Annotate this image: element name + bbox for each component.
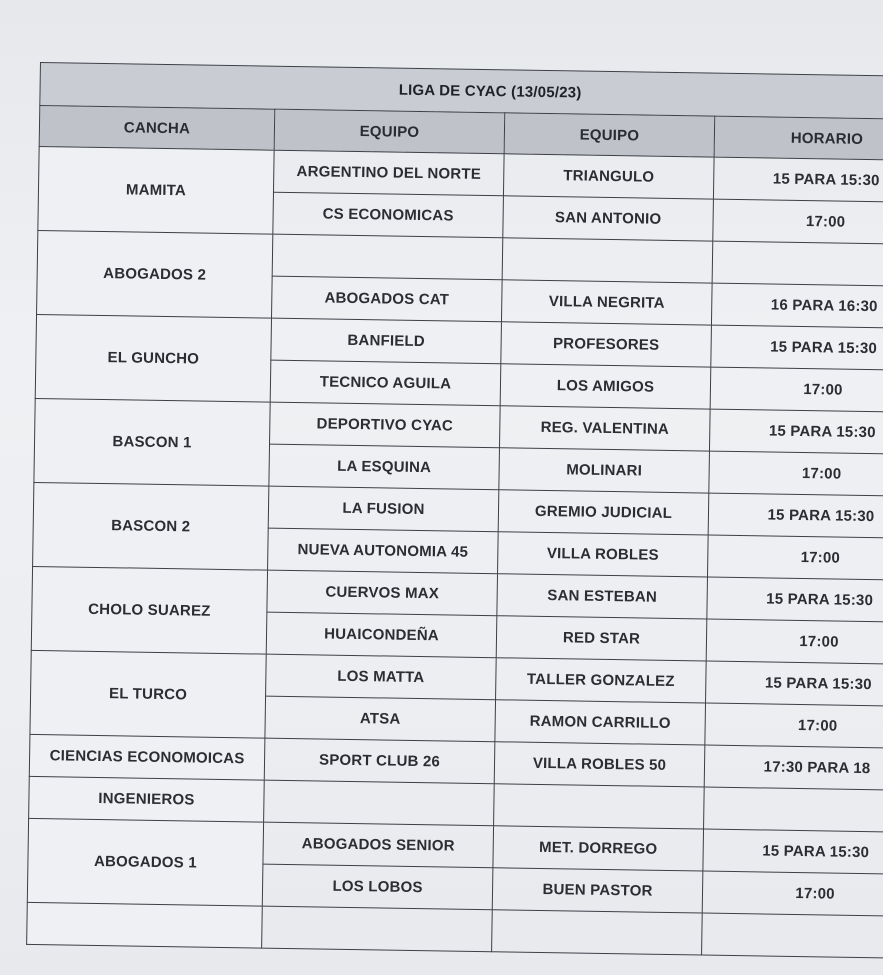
equipo-2-cell: MET. DORREGO [493, 826, 704, 871]
cancha-cell: CHOLO SUAREZ [31, 566, 267, 654]
equipo-2-cell: MOLINARI [499, 448, 710, 493]
equipo-1-cell: LOS MATTA [266, 654, 497, 700]
horario-cell: 17:00 [707, 535, 883, 581]
header-equipo-2: EQUIPO [504, 113, 715, 157]
equipo-1-cell: ABOGADOS SENIOR [263, 822, 494, 868]
header-horario: HORARIO [714, 116, 883, 161]
horario-cell [712, 241, 883, 287]
equipo-2-cell [502, 238, 713, 283]
horario-cell: 17:00 [702, 871, 883, 917]
cancha-cell [27, 902, 263, 948]
equipo-2-cell: GREMIO JUDICIAL [498, 490, 709, 535]
equipo-1-cell: SPORT CLUB 26 [264, 738, 495, 784]
header-cancha: CANCHA [39, 106, 275, 151]
table-title: LIGA DE CYAC (13/05/23) [40, 63, 883, 120]
cancha-cell: BASCON 1 [34, 398, 270, 486]
equipo-2-cell: REG. VALENTINA [499, 406, 710, 451]
equipo-2-cell: VILLA ROBLES [498, 532, 709, 577]
cancha-cell: ABOGADOS 2 [37, 230, 273, 318]
equipo-2-cell: VILLA ROBLES 50 [494, 742, 705, 787]
equipo-2-cell: PROFESORES [501, 322, 712, 367]
equipo-1-cell: LA ESQUINA [269, 444, 500, 490]
equipo-1-cell: HUAICONDEÑA [266, 612, 497, 658]
equipo-2-cell: TRIANGULO [503, 154, 714, 199]
horario-cell [704, 787, 883, 833]
equipo-2-cell: SAN ANTONIO [503, 196, 714, 241]
horario-cell: 15 PARA 15:30 [703, 829, 883, 875]
horario-cell: 17:30 PARA 18 [704, 745, 883, 791]
horario-cell: 15 PARA 15:30 [706, 661, 883, 707]
horario-cell: 16 PARA 16:30 [711, 283, 883, 329]
equipo-2-cell: BUEN PASTOR [492, 868, 703, 913]
horario-cell: 17:00 [706, 619, 883, 665]
equipo-1-cell: LA FUSION [268, 486, 499, 532]
equipo-2-cell: SAN ESTEBAN [497, 574, 708, 619]
equipo-1-cell [262, 906, 493, 952]
horario-cell: 15 PARA 15:30 [708, 493, 883, 539]
horario-cell: 17:00 [713, 199, 883, 245]
equipo-2-cell: VILLA NEGRITA [501, 280, 712, 325]
equipo-2-cell: LOS AMIGOS [500, 364, 711, 409]
equipo-1-cell: TECNICO AGUILA [270, 360, 501, 406]
equipo-1-cell: BANFIELD [271, 318, 502, 364]
equipo-1-cell: ABOGADOS CAT [272, 276, 503, 322]
equipo-1-cell: ARGENTINO DEL NORTE [273, 150, 504, 196]
cancha-cell: BASCON 2 [33, 482, 269, 570]
equipo-2-cell [494, 784, 705, 829]
horario-cell: 17:00 [705, 703, 883, 749]
schedule-body [27, 146, 883, 958]
cancha-cell: ABOGADOS 1 [27, 818, 263, 906]
cancha-cell: EL TURCO [30, 650, 266, 738]
equipo-1-cell: LOS LOBOS [262, 864, 493, 910]
equipo-2-cell [492, 910, 703, 955]
equipo-2-cell: TALLER GONZALEZ [496, 658, 707, 703]
cancha-cell: CIENCIAS ECONOMOICAS [29, 734, 265, 780]
cancha-cell: MAMITA [38, 146, 274, 234]
horario-cell: 15 PARA 15:30 [709, 409, 883, 455]
equipo-2-cell: RAMON CARRILLO [495, 700, 706, 745]
equipo-1-cell [264, 780, 495, 826]
schedule-table [26, 62, 883, 959]
cancha-cell: EL GUNCHO [35, 314, 271, 402]
equipo-1-cell: ATSA [265, 696, 496, 742]
horario-cell: 15 PARA 15:30 [713, 157, 883, 203]
equipo-2-cell: RED STAR [496, 616, 707, 661]
horario-cell: 15 PARA 15:30 [707, 577, 883, 623]
equipo-1-cell: NUEVA AUTONOMIA 45 [268, 528, 499, 574]
equipo-1-cell: DEPORTIVO CYAC [270, 402, 501, 448]
equipo-1-cell: CS ECONOMICAS [273, 192, 504, 238]
horario-cell: 15 PARA 15:30 [711, 325, 883, 371]
equipo-1-cell: CUERVOS MAX [267, 570, 498, 616]
equipo-1-cell [272, 234, 503, 280]
header-equipo-1: EQUIPO [274, 109, 505, 154]
horario-cell [702, 913, 883, 959]
horario-cell: 17:00 [710, 367, 883, 413]
horario-cell: 17:00 [709, 451, 883, 497]
schedule-sheet [26, 62, 883, 959]
cancha-cell: INGENIEROS [29, 776, 265, 822]
